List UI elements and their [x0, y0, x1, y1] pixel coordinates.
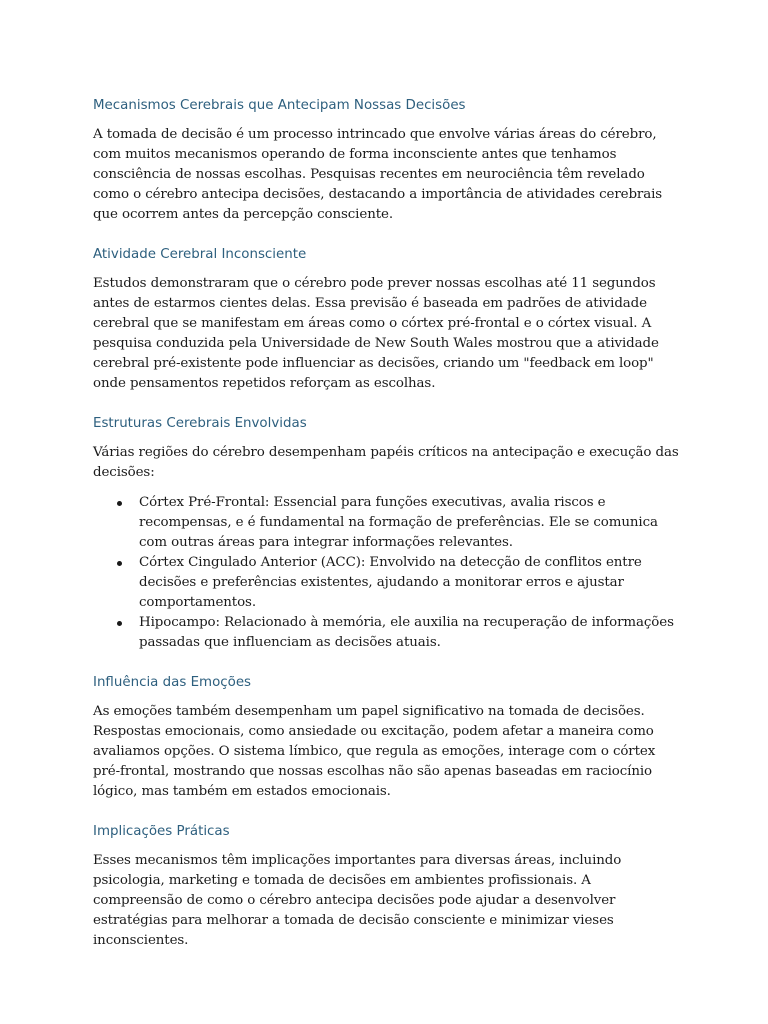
bullet-icon [117, 561, 122, 566]
bullet-icon [117, 501, 122, 506]
section-heading: Estruturas Cerebrais Envolvidas [93, 416, 307, 431]
section-implicacoes [93, 822, 683, 951]
bullet-list [93, 493, 683, 653]
section-heading: Mecanismos Cerebrais que Antecipam Nossas Decisões [93, 98, 466, 113]
section-atividade-cerebral [93, 245, 683, 394]
list-item [93, 553, 683, 613]
list-item-text: Córtex Cingulado Anterior (ACC): Envolvido na detecção de conflitos entre decisões e preferências existentes, ajudando a monitorar erros e ajustar comportamentos. [139, 555, 642, 610]
section-heading: Influência das Emoções [93, 675, 252, 690]
list-item-text: Córtex Pré-Frontal: Essencial para funções executivas, avalia riscos e recompensas, e é fundamental na formação de preferências. Ele se comunica com outras áreas para integrar informações relevantes. [139, 495, 658, 550]
section-heading: Atividade Cerebral Inconsciente [93, 247, 307, 262]
document-page [93, 96, 683, 971]
section-paragraph: Esses mecanismos têm implicações importantes para diversas áreas, incluindo psicologia, marketing e tomada de decisões em ambientes profissionais. A compreensão de como o cérebro antecipa decisões pode ajudar a desenvolver estratégias para melhorar a tomada de decisão consciente e minimizar vieses inconscientes. [93, 853, 622, 948]
section-estruturas [93, 414, 683, 653]
bullet-icon [117, 621, 122, 626]
section-influencia-emocoes [93, 673, 683, 802]
section-mecanismos [93, 96, 683, 225]
section-heading: Implicações Práticas [93, 824, 230, 839]
list-item [93, 493, 683, 553]
section-paragraph: A tomada de decisão é um processo intrincado que envolve várias áreas do cérebro, com muitos mecanismos operando de forma inconsciente antes que tenhamos consciência de nossas escolhas. Pesquisas recentes em neurociência têm revelado como o cérebro antecipa decisões, destacando a importância de atividades cerebrais que ocorrem antes da percepção consciente. [93, 127, 663, 222]
section-paragraph: Estudos demonstraram que o cérebro pode prever nossas escolhas até 11 segundos antes de estarmos cientes delas. Essa previsão é baseada em padrões de atividade cerebral que se manifestam em áreas como o córtex pré-frontal e o córtex visual. A pesquisa conduzida pela Universidade de New South Wales mostrou que a atividade cerebral pré-existente pode influenciar as decisões, criando um "feedback em loop" onde pensamentos repetidos reforçam as escolhas. [93, 276, 659, 391]
section-paragraph: As emoções também desempenham um papel significativo na tomada de decisões. Respostas emocionais, como ansiedade ou excitação, podem afetar a maneira como avaliamos opções. O sistema límbico, que regula as emoções, interage com o córtex pré-frontal, mostrando que nossas escolhas não são apenas baseadas em raciocínio lógico, mas também em estados emocionais. [93, 704, 656, 799]
section-paragraph: Várias regiões do cérebro desempenham papéis críticos na antecipação e execução das decisões: [93, 445, 679, 480]
list-item-text: Hipocampo: Relacionado à memória, ele auxilia na recuperação de informações passadas que influenciam as decisões atuais. [139, 615, 674, 650]
list-item [93, 613, 683, 653]
